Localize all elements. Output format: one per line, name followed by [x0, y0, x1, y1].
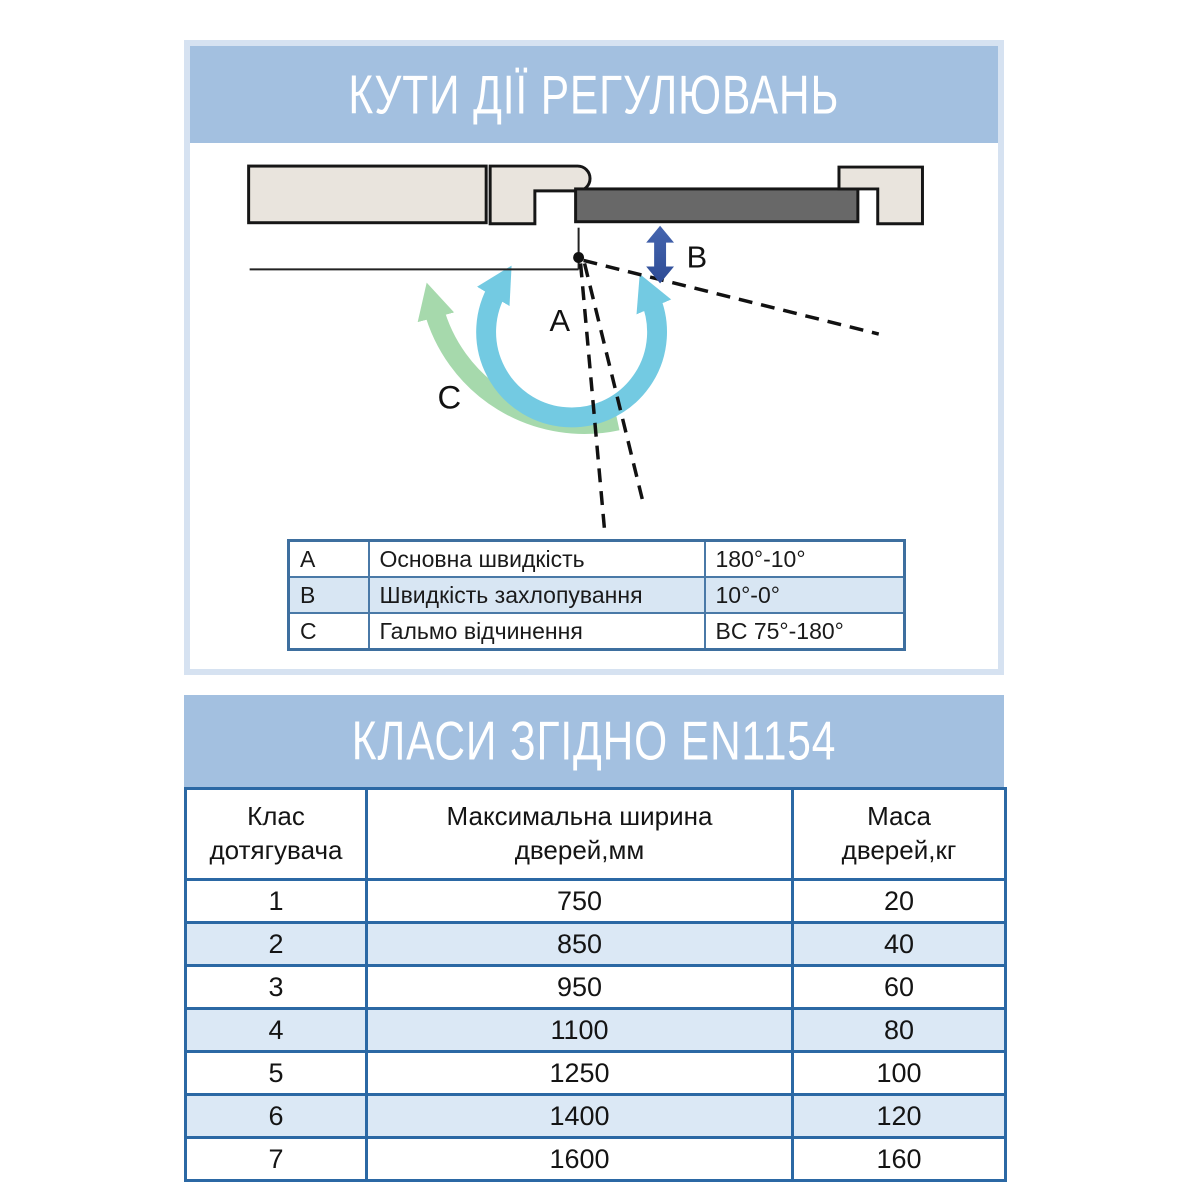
classes-row-5 — [186, 1052, 1006, 1095]
classes-row-3 — [186, 966, 1006, 1009]
door-mass: 120 — [793, 1095, 1006, 1138]
angles-panel — [184, 40, 1004, 675]
pivot-dot — [573, 252, 584, 263]
door-mass: 20 — [793, 880, 1006, 923]
max-door-width: 750 — [367, 880, 793, 923]
class-number: 6 — [186, 1095, 367, 1138]
class-number: 1 — [186, 880, 367, 923]
door-position-dashed-line-2 — [581, 263, 605, 528]
adjustments-row-a — [289, 541, 905, 578]
en-classes-title: КЛАСИ ЗГІДНО EN1154 — [351, 710, 837, 772]
class-number: 4 — [186, 1009, 367, 1052]
max-door-width: 1100 — [367, 1009, 793, 1052]
door-mass: 60 — [793, 966, 1006, 1009]
classes-header-class: Клас дотягувача — [186, 789, 367, 880]
classes-row-2 — [186, 923, 1006, 966]
door-leaf-closed — [576, 189, 858, 222]
max-door-width: 1400 — [367, 1095, 793, 1138]
classes-row-1 — [186, 880, 1006, 923]
adjustment-name: Швидкість захлопування — [369, 577, 705, 613]
class-number: 3 — [186, 966, 367, 1009]
classes-header-width: Максимальна ширина дверей,мм — [367, 789, 793, 880]
adjustment-key: A — [289, 541, 369, 578]
door-mass: 80 — [793, 1009, 1006, 1052]
adjustment-value: 10°-0° — [705, 577, 905, 613]
max-door-width: 950 — [367, 966, 793, 1009]
door-mass: 40 — [793, 923, 1006, 966]
classes-row-7 — [186, 1138, 1006, 1181]
door-closer-diagram — [190, 143, 998, 535]
max-door-width: 1600 — [367, 1138, 793, 1181]
adjustment-value: 180°-10° — [705, 541, 905, 578]
wall-section — [249, 166, 487, 223]
door-mass: 160 — [793, 1138, 1006, 1181]
angles-diagram-svg — [190, 143, 998, 535]
class-number: 2 — [186, 923, 367, 966]
label-c: C — [437, 378, 462, 416]
adjustment-name: Гальмо відчинення — [369, 613, 705, 650]
angles-panel-title: КУТИ ДІЇ РЕГУЛЮВАНЬ — [348, 63, 840, 126]
adjustment-key: B — [289, 577, 369, 613]
door-mass: 100 — [793, 1052, 1006, 1095]
adjustment-name: Основна швидкість — [369, 541, 705, 578]
classes-header-mass: Маса дверей,кг — [793, 789, 1006, 880]
class-number: 7 — [186, 1138, 367, 1181]
classes-table — [184, 787, 1007, 1182]
en-classes-title-bar — [184, 695, 1004, 787]
adjustments-row-c — [289, 613, 905, 650]
classes-row-6 — [186, 1095, 1006, 1138]
adjustment-key: C — [289, 613, 369, 650]
label-a: A — [549, 303, 570, 339]
class-number: 5 — [186, 1052, 367, 1095]
adjustment-value: BC 75°-180° — [705, 613, 905, 650]
label-b: B — [686, 239, 708, 275]
classes-header-row — [186, 789, 1006, 880]
main-speed-arc — [486, 288, 657, 417]
max-door-width: 850 — [367, 923, 793, 966]
max-door-width: 1250 — [367, 1052, 793, 1095]
door-position-dashed-line-1 — [584, 260, 879, 334]
angles-panel-title-bar — [190, 46, 998, 143]
en-classes-panel — [184, 695, 1004, 1182]
closing-speed-arrow — [646, 226, 674, 284]
classes-row-4 — [186, 1009, 1006, 1052]
adjustments-table — [287, 539, 906, 651]
adjustments-row-b — [289, 577, 905, 613]
